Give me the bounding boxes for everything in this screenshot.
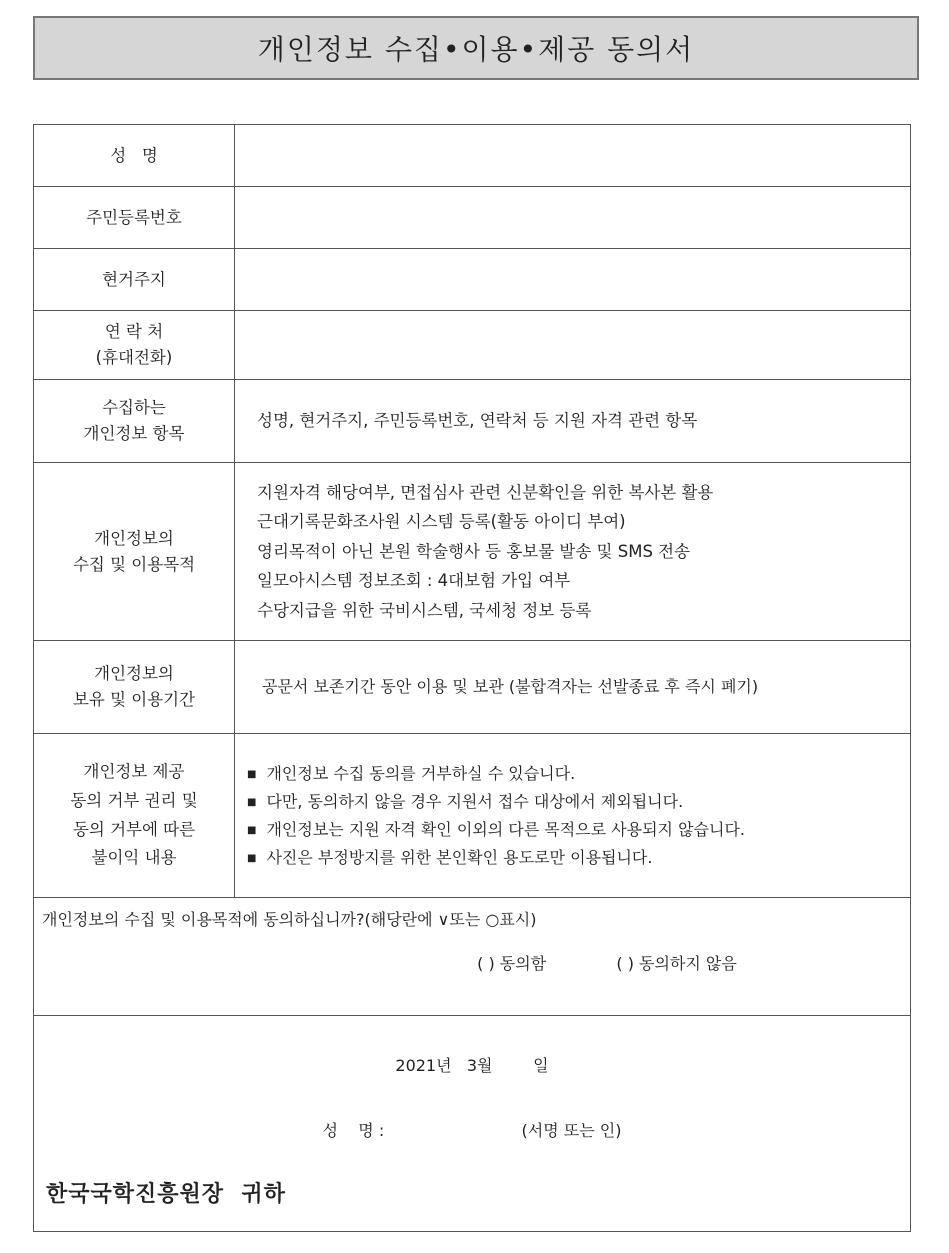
notice-item: ■ 개인정보 수집 동의를 거부하실 수 있습니다.	[247, 760, 910, 788]
notice-item: ■ 개인정보는 지원 자격 확인 이외의 다른 목적으로 사용되지 않습니다.	[247, 816, 910, 844]
purpose-label-line-2: 수집 및 이용목적	[72, 554, 196, 574]
notice-item: ■ 다만, 동의하지 않을 경우 지원서 접수 대상에서 제외됩니다.	[247, 788, 910, 816]
rrn-label: 주민등록번호	[34, 187, 235, 249]
purpose-line: 수당지급을 위한 국비시스템, 국세청 정보 등록	[257, 600, 592, 620]
row-refusal	[34, 734, 911, 898]
signature-cell	[34, 1016, 911, 1232]
refusal-label-line-3: 동의 거부에 따른	[72, 819, 196, 839]
retention-label-line-2: 보유 및 이용기간	[72, 690, 196, 709]
purpose-line: 근대기록문화조사원 시스템 등록(활동 아이디 부여)	[257, 512, 626, 532]
refusal-label-line-4: 불이익 내용	[91, 848, 177, 868]
contact-field[interactable]	[235, 311, 911, 380]
contact-label-line-1: 연 락 처	[104, 322, 164, 342]
row-address	[34, 249, 911, 311]
row-purpose	[34, 463, 911, 641]
document-title: 개인정보 수집•이용•제공 동의서	[33, 16, 919, 80]
rrn-field[interactable]	[235, 187, 911, 249]
retention-label-line-1: 개인정보의	[94, 664, 174, 684]
name-field[interactable]	[235, 125, 911, 187]
refusal-value	[235, 734, 911, 898]
row-name	[34, 125, 911, 187]
purpose-label	[34, 463, 235, 641]
disagree-option[interactable]: ( ) 동의하지 않음	[616, 954, 737, 973]
refusal-label-line-1: 개인정보 제공	[83, 761, 185, 781]
address-label: 현거주지	[34, 249, 235, 311]
purpose-line: 영리목적이 아닌 본원 학술행사 등 홍보물 발송 및 SMS 전송	[257, 541, 691, 561]
row-consent	[34, 898, 911, 1016]
name-label: 성 명	[34, 125, 235, 187]
retention-value: 공문서 보존기간 동안 이용 및 보관 (불합격자는 선발종료 후 즉시 폐기)	[235, 641, 911, 734]
contact-label	[34, 311, 235, 380]
signature-date[interactable]: 2021년 3월 일	[395, 1056, 549, 1075]
consent-question: 개인정보의 수집 및 이용목적에 동의하십니까?(해당란에 ∨또는 ○표시)	[42, 910, 537, 929]
consent-options	[34, 952, 910, 998]
row-retention	[34, 641, 911, 734]
purpose-value	[235, 463, 911, 641]
refusal-notice-list	[235, 760, 910, 872]
items-value: 성명, 현거주지, 주민등록번호, 연락처 등 지원 자격 관련 항목	[235, 380, 911, 463]
consent-form-table	[33, 124, 911, 1232]
purpose-label-line-1: 개인정보의	[94, 528, 174, 548]
items-label-line-2: 개인정보 항목	[83, 424, 185, 443]
consent-cell	[34, 898, 911, 1016]
items-label-line-1: 수집하는	[102, 398, 166, 418]
items-label	[34, 380, 235, 463]
address-field[interactable]	[235, 249, 911, 311]
notice-item: ■ 사진은 부정방지를 위한 본인확인 용도로만 이용됩니다.	[247, 844, 910, 872]
retention-label	[34, 641, 235, 734]
purpose-line: 일모아시스템 정보조회 : 4대보험 가입 여부	[257, 571, 571, 591]
purpose-line: 지원자격 해당여부, 면접심사 관련 신분확인을 위한 복사본 활용	[257, 483, 714, 503]
row-rrn	[34, 187, 911, 249]
row-contact	[34, 311, 911, 380]
recipient: 한국국학진흥원장 귀하	[46, 1181, 286, 1207]
contact-label-line-2: (휴대전화)	[95, 348, 173, 367]
refusal-label-line-2: 동의 거부 권리 및	[70, 790, 198, 810]
refusal-label	[34, 734, 235, 898]
row-signature	[34, 1016, 911, 1232]
signature-name-line[interactable]: 성 명 : (서명 또는 인)	[322, 1120, 622, 1140]
agree-option[interactable]: ( ) 동의함	[477, 954, 547, 973]
row-items	[34, 380, 911, 463]
